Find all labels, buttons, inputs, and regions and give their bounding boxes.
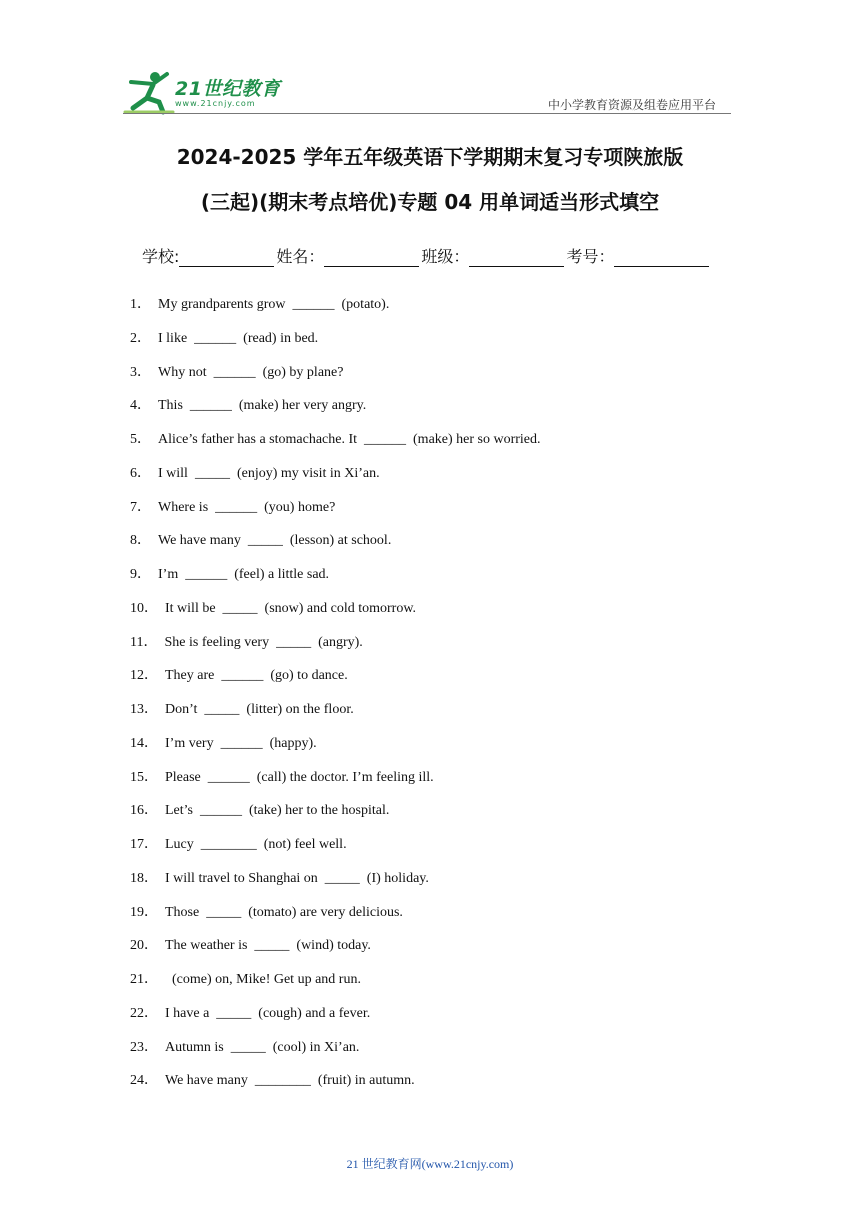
platform-label: 中小学教育资源及组卷应用平台 [548,98,717,112]
question-text: The weather is _____ (wind) today. [165,938,371,954]
question-item [130,870,541,904]
question-text: Let’s ______ (take) her to the hospital. [165,803,390,819]
question-text: Autumn is _____ (cool) in Xi’an. [165,1039,360,1055]
question-item [130,532,541,566]
question-number: 10． [130,600,158,616]
name-label: 姓名： [276,247,325,266]
question-number: 20． [130,938,158,954]
question-item [130,499,541,533]
class-blank[interactable] [469,248,564,267]
question-text: I’m ______ (feel) a little sad. [158,567,330,582]
question-text: Where is ______ (you) home? [158,499,336,515]
page-footer[interactable]: 21 世纪教育网(www.21cnjy.com) [346,1157,514,1171]
question-item [130,634,541,668]
header-divider [123,113,731,114]
question-list [130,296,541,1106]
question-item [130,701,541,735]
page-header [0,0,860,120]
question-number: 18． [130,870,158,886]
question-text: We have many _____ (lesson) at school. [158,533,392,549]
question-text: I like ______ (read) in bed. [158,330,319,346]
question-number: 7． [130,499,151,515]
question-item [130,836,541,870]
question-number: 6． [130,465,151,481]
question-item [130,364,541,398]
question-text: She is feeling very _____ (angry). [164,634,363,650]
question-item [130,802,541,836]
question-item [130,769,541,803]
question-item [130,296,541,330]
question-item [130,735,541,769]
student-info-line [142,244,711,267]
school-label: 学校: [142,247,180,266]
question-text: Lucy ________ (not) feel well. [165,837,347,852]
question-number: 17． [130,837,158,852]
document-title-line-1: 2024-2025 学年五年级英语下学期期末复习专项陕旅版 [176,145,684,169]
question-item [130,397,541,431]
question-text: It will be _____ (snow) and cold tomorrow. [165,600,417,616]
question-number: 23． [130,1039,158,1055]
question-item [130,330,541,364]
logo-url: www.21cnjy.com [175,99,256,108]
class-label: 班级： [421,247,470,266]
question-item [130,1072,541,1106]
question-number: 9． [130,567,151,582]
question-item [130,431,541,465]
name-blank[interactable] [324,248,419,267]
question-item [130,600,541,634]
question-number: 13． [130,702,158,717]
question-item [130,971,541,1005]
question-number: 21． [130,972,158,987]
question-number: 8． [130,533,151,549]
question-number: 11． [130,634,158,650]
question-number: 22． [130,1005,158,1021]
site-logo[interactable] [123,68,293,116]
question-item [130,1005,541,1039]
question-text: I have a _____ (cough) and a fever. [165,1005,371,1021]
question-text: I will travel to Shanghai on _____ (I) holiday. [165,870,429,886]
question-number: 12． [130,668,158,684]
question-text: We have many ________ (fruit) in autumn. [165,1073,415,1089]
exam-number-label: 考号： [566,247,615,266]
question-text: They are ______ (go) to dance. [165,668,348,684]
question-number: 4． [130,398,151,414]
question-item [130,1039,541,1073]
question-number: 1． [130,297,151,312]
question-text: I will _____ (enjoy) my visit in Xi’an. [158,465,380,481]
school-blank[interactable] [179,248,274,267]
question-number: 3． [130,364,151,380]
question-text: This ______ (make) her very angry. [158,398,367,414]
question-text: Please ______ (call) the doctor. I’m feeling ill. [165,769,434,785]
question-number: 2． [130,330,151,346]
question-number: 14． [130,735,158,751]
question-text: Those _____ (tomato) are very delicious. [165,904,403,920]
question-text: My grandparents grow ______ (potato). [158,297,390,312]
question-item [130,566,541,600]
question-item [130,465,541,499]
logo-text: 21世纪教育 [175,78,281,100]
question-item [130,937,541,971]
question-text: I’m very ______ (happy). [165,735,317,751]
question-number: 19． [130,904,158,920]
question-text: (come) on, Mike! Get up and run. [165,972,361,987]
question-number: 15． [130,769,158,785]
question-item [130,904,541,938]
runner-icon [123,68,175,116]
question-number: 5． [130,432,151,447]
document-title-line-2: (三起)(期末考点培优)专题 04 用单词适当形式填空 [200,190,660,214]
exam-number-blank[interactable] [614,248,709,267]
question-text: Alice’s father has a stomachache. It ______ (make) her so worried. [158,432,541,447]
question-number: 24． [130,1073,158,1089]
question-number: 16． [130,803,158,819]
question-item [130,667,541,701]
question-text: Why not ______ (go) by plane? [158,364,344,380]
question-text: Don’t _____ (litter) on the floor. [165,702,354,717]
